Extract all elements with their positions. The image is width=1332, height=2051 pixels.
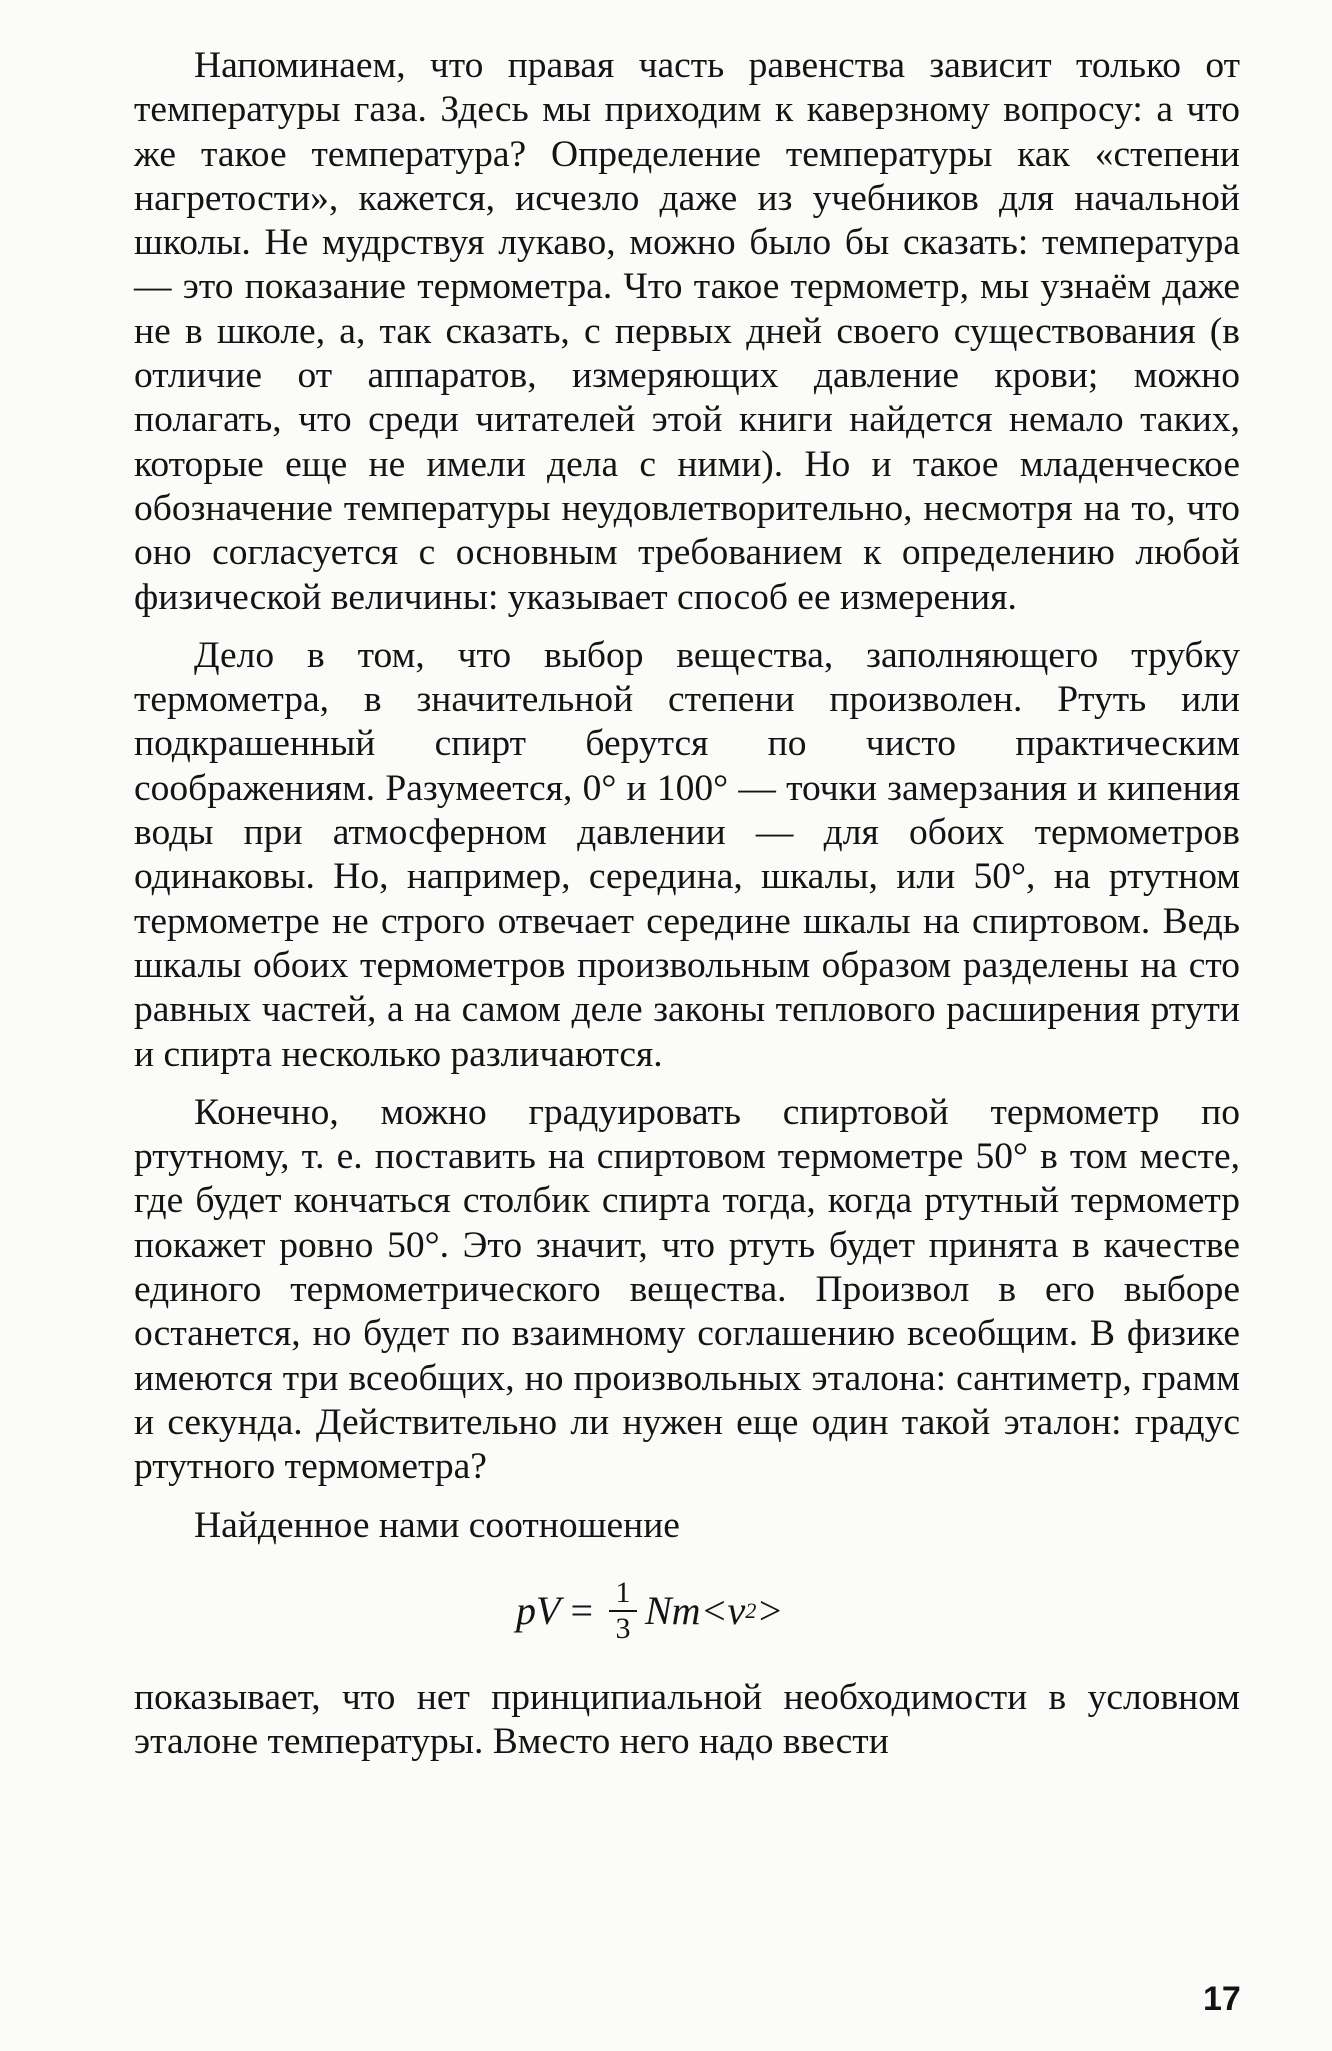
formula-fraction (609, 1576, 637, 1646)
paragraph-4: Найденное нами соотношение (194, 1504, 680, 1546)
paragraph-2: Дело в том, что выбор вещества, заполняющего трубку термометра, в значительной степени произволен. Ртуть или подкрашенный спирт берутся по чисто практическим соображениям. Разумеется, 0° и 100° — точки замерзания и кипения воды при атмосферном давлении — для обоих термометров одинаковы. Но, например, середина, шкалы, или 50°, на ртутном термометре не строго отвечает середине шкалы на спиртовом. Ведь шкалы обоих термометров произвольным образом разделены на сто равных частей, а на самом деле законы теплового расширения ртути и спирта несколько различаются. (134, 634, 1240, 1075)
formula-rhs-close: > (756, 1587, 784, 1633)
formula-display (134, 1552, 1240, 1672)
page-number: 17 (1203, 1980, 1241, 2018)
fraction-numerator: 1 (615, 1575, 631, 1609)
paragraph-3: Конечно, можно градуировать спиртовой термометр по ртутному, т. е. поставить на спиртовом термометре 50° в том месте, где будет кончаться столбик спирта тогда, когда ртутный термометр покажет ровно 50°. Это значит, что ртуть будет принята в качестве единого термометрического вещества. Произвол в его выборе останется, но будет по взаимному соглашению всеобщим. В физике имеются три всеобщих, но произвольных эталона: сантиметр, грамм и секунда. Действительно ли нужен еще один такой эталон: градус ртутного термометра? (134, 1091, 1240, 1488)
body-text (134, 44, 1240, 1764)
formula-lhs: pV (516, 1587, 561, 1633)
formula-rhs: Nm<v (645, 1587, 746, 1633)
formula-equation: pV = $\frac{1}{3}$ Nm<v 2 > (516, 1575, 784, 1645)
paragraph-5: показывает, что нет принципиальной необходимости в условном эталоне температуры. Вместо него надо ввести (134, 1676, 1240, 1763)
formula-equals: = (570, 1587, 593, 1633)
paragraph-1: Напоминаем, что правая часть равенства зависит только от температуры газа. Здесь мы приходим к каверзному вопросу: а что же такое температура? Определение температуры как «степени нагретости», кажется, исчезло даже из учебников для начальной школы. Не мудрствуя лукаво, можно было бы сказать: температура — это показание термометра. Что такое термометр, мы узнаём даже не в школе, а, так сказать, с первых дней своего существования (в отличие от аппаратов, измеряющих давление крови; можно полагать, что среди читателей этой книги найдется немало таких, которые еще не имели дела с ними). Но и такое младенческое обозначение температуры неудовлетворительно, несмотря на то, что оно согласуется с основным требованием к определению любой физической величины: указывает способ ее измерения. (134, 45, 1240, 618)
fraction-denominator: 3 (615, 1611, 631, 1645)
